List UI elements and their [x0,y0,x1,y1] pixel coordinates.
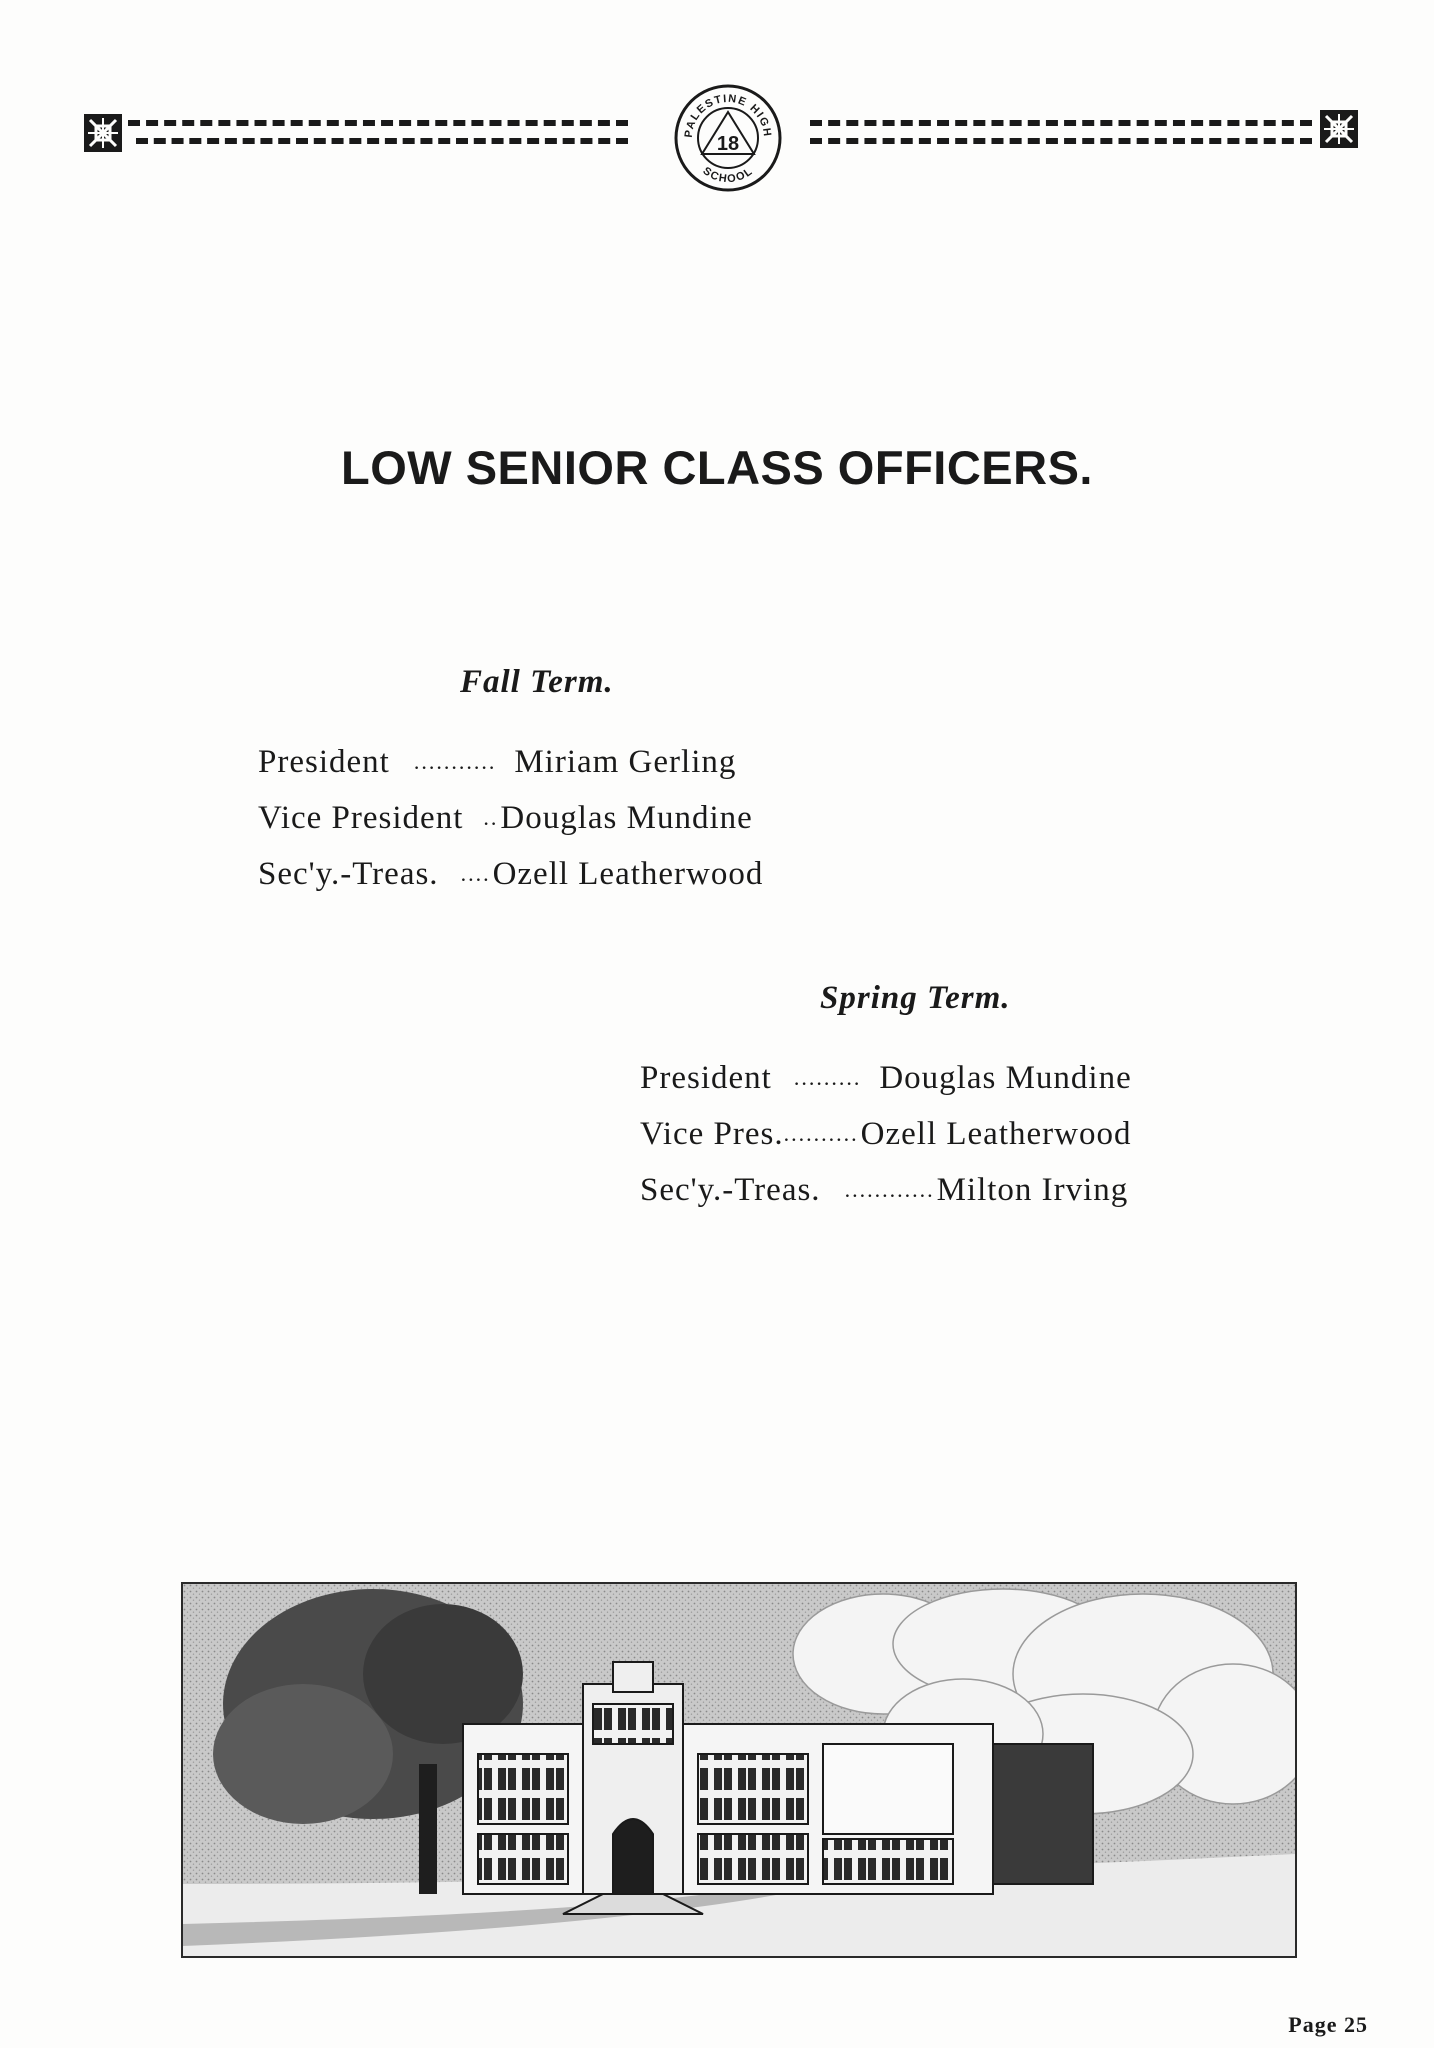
officer-name: Milton Irving [936,1172,1129,1208]
officer-name: Douglas Mundine [500,800,753,836]
officer-role: President [640,1060,772,1096]
spring-officer-row [640,1162,1132,1218]
officer-name: Ozell Leatherwood [860,1116,1132,1152]
spring-officer-row [640,1106,1132,1162]
header-ornament [80,92,1370,186]
spring-term-heading: Spring Term. [820,980,1011,1016]
school-seal [672,82,784,194]
fall-officer-row [258,734,763,790]
officer-name: Douglas Mundine [879,1060,1132,1096]
officer-role: Vice Pres. [640,1116,784,1152]
officer-leader-dots: .. [483,805,499,830]
officer-role: Sec'y.-Treas. [258,856,439,892]
header-rule-right-top [810,120,1312,126]
seal-numeral: 18 [716,133,740,155]
officer-leader-dots: ........... [413,749,497,774]
fall-term-officers [258,734,763,902]
officer-role: President [258,744,390,780]
header-rule-right-bottom [810,138,1312,144]
header-rule-left-top [128,120,628,126]
header-rule-left-bottom [136,138,628,144]
officer-leader-dots: ......... [793,1065,862,1090]
page-title: LOW SENIOR CLASS OFFICERS. [341,441,1093,494]
svg-text:PALESTINE HIGH: PALESTINE HIGH [682,92,774,139]
spring-officer-row [640,1050,1132,1106]
officer-name: Ozell Leatherwood [492,856,764,892]
officer-leader-dots: ............ [844,1177,935,1202]
ornament-square-left-icon [84,114,122,152]
spring-term-officers [640,1050,1132,1218]
fall-officer-row [258,846,763,902]
svg-text:SCHOOL: SCHOOL [700,164,756,186]
ornament-square-right-icon [1320,110,1358,148]
page-number: Page 25 [1288,2012,1368,2037]
fall-officer-row [258,790,763,846]
officer-role: Vice President [258,800,464,836]
school-building-illustration [181,1582,1297,1958]
fall-term-heading: Fall Term. [460,664,614,700]
officer-leader-dots: .... [460,861,491,886]
officer-leader-dots: .......... [783,1121,859,1146]
officer-name: Miriam Gerling [514,744,737,780]
officer-role: Sec'y.-Treas. [640,1172,821,1208]
